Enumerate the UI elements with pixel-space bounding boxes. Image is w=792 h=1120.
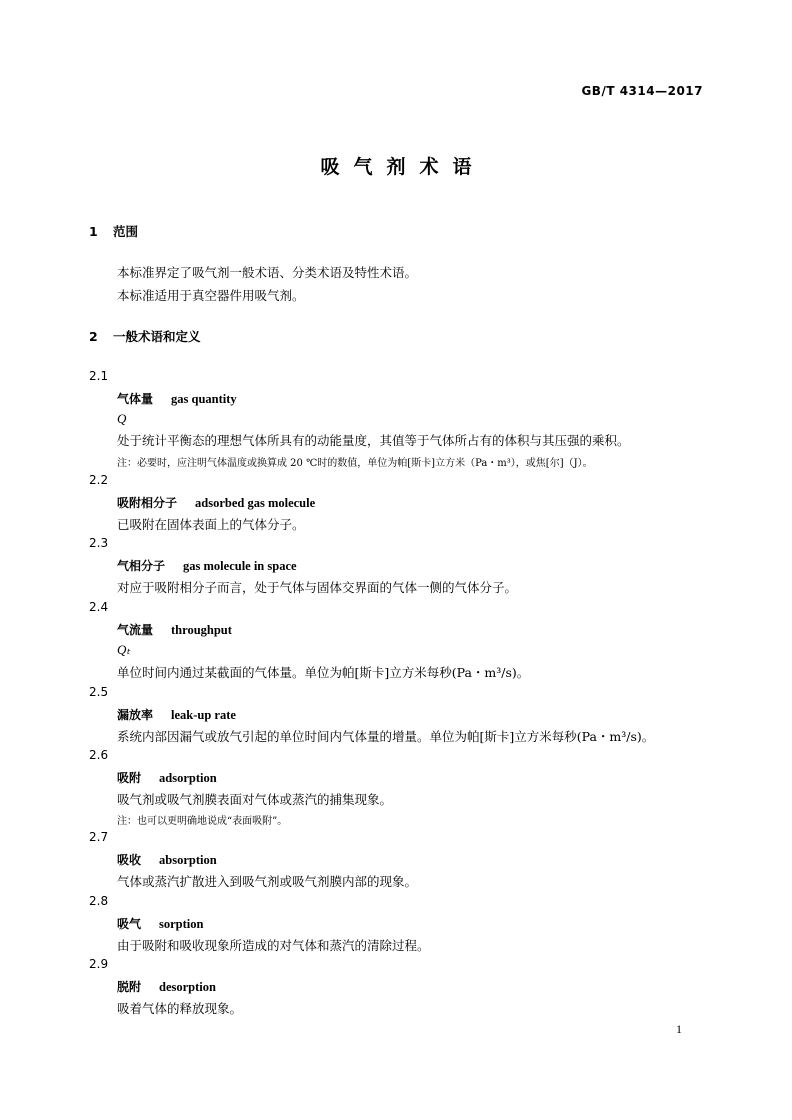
section-number: 2	[89, 329, 98, 344]
term-heading	[117, 915, 203, 932]
term-zh: 气流量	[117, 623, 154, 637]
term-heading	[117, 621, 232, 638]
term-en: throughput	[171, 623, 232, 637]
term-number: 2.7	[89, 830, 109, 844]
term-symbol: Q	[117, 411, 127, 426]
term-heading	[117, 494, 315, 511]
term-zh: 漏放率	[117, 708, 154, 722]
term-zh: 吸收	[117, 853, 142, 867]
term-number: 2.8	[89, 894, 109, 908]
term-zh: 吸附相分子	[117, 496, 178, 510]
term-en: adsorption	[159, 771, 217, 785]
section-number: 1	[89, 224, 98, 239]
term-definition: 吸着气体的释放现象。	[117, 1001, 243, 1016]
standard-id: GB/T 4314—2017	[581, 84, 703, 98]
paragraph: 本标准界定了吸气剂一般术语、分类术语及特性术语。	[117, 265, 418, 280]
term-zh: 气体量	[117, 392, 154, 406]
term-number: 2.1	[89, 369, 109, 383]
page-number: 1	[676, 1022, 682, 1036]
term-heading	[117, 978, 216, 995]
term-zh: 气相分子	[117, 559, 166, 573]
term-number: 2.6	[89, 748, 109, 762]
term-heading	[117, 557, 297, 574]
term-en: gas molecule in space	[183, 559, 297, 573]
term-number: 2.2	[89, 473, 109, 487]
term-definition: 系统内部因漏气或放气引起的单位时间内气体量的增量。单位为帕[斯卡]立方米每秒(Pa・m³/s)。	[117, 729, 655, 744]
term-en: leak-up rate	[171, 708, 236, 722]
term-number: 2.5	[89, 685, 109, 699]
term-definition: 吸气剂或吸气剂膜表面对气体或蒸汽的捕集现象。	[117, 792, 393, 807]
term-heading	[117, 390, 237, 407]
term-en: adsorbed gas molecule	[195, 496, 316, 510]
term-definition: 由于吸附和吸收现象所造成的对气体和蒸汽的清除过程。	[117, 938, 430, 953]
page-title: 吸气剂术语	[320, 156, 486, 178]
term-heading	[117, 706, 236, 723]
term-zh: 吸气	[117, 917, 142, 931]
term-definition: 气体或蒸汽扩散进入到吸气剂或吸气剂膜内部的现象。	[117, 874, 418, 889]
section-1-heading	[89, 222, 138, 240]
paragraph: 本标准适用于真空器件用吸气剂。	[117, 288, 305, 303]
term-number: 2.9	[89, 957, 109, 971]
term-number: 2.4	[89, 600, 109, 614]
term-en: sorption	[159, 917, 204, 931]
section-title: 范围	[113, 224, 139, 239]
section-title: 一般术语和定义	[113, 329, 201, 344]
section-2-heading	[89, 327, 201, 345]
term-note: 注：必要时，应注明气体温度或换算成 20 ℃时的数值，单位为帕[斯卡]立方米（Pa・m³），或焦[尔]（J）。	[117, 458, 593, 469]
term-definition: 单位时间内通过某截面的气体量。单位为帕[斯卡]立方米每秒(Pa・m³/s)。	[117, 665, 530, 680]
term-definition: 对应于吸附相分子而言，处于气体与固体交界面的气体一侧的气体分子。	[117, 580, 518, 595]
term-note: 注：也可以更明确地说成“表面吸附”。	[117, 816, 288, 827]
term-zh: 吸附	[117, 771, 142, 785]
term-definition: 已吸附在固体表面上的气体分子。	[117, 517, 305, 532]
term-heading	[117, 769, 217, 786]
term-number: 2.3	[89, 536, 109, 550]
term-symbol: Qₜ	[117, 642, 131, 657]
term-en: desorption	[159, 980, 216, 994]
term-en: absorption	[159, 853, 217, 867]
term-definition: 处于统计平衡态的理想气体所具有的动能量度，其值等于气体所占有的体积与其压强的乘积。	[117, 433, 630, 448]
term-heading	[117, 851, 217, 868]
term-zh: 脱附	[117, 980, 142, 994]
term-en: gas quantity	[171, 392, 237, 406]
